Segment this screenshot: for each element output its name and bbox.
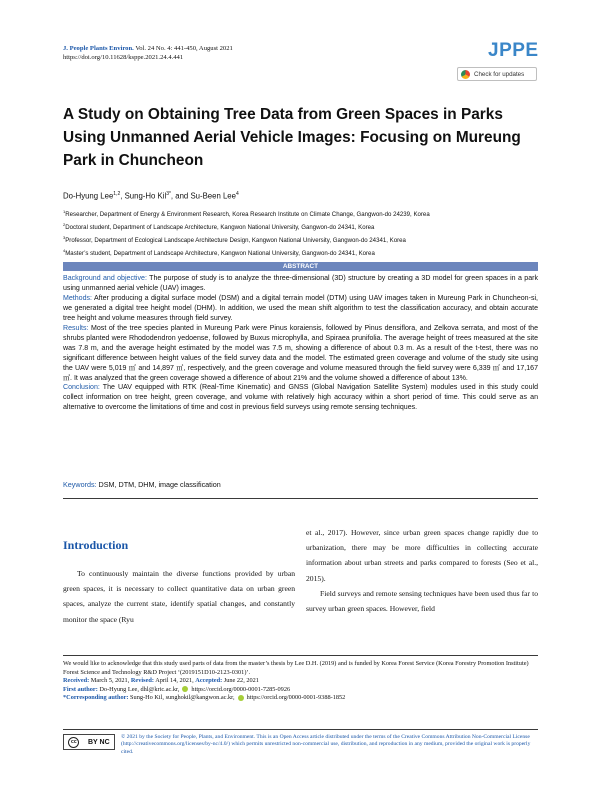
article-title: A Study on Obtaining Tree Data from Green Spaces in Parks Using Unmanned Aerial Vehicle Images: Focusing on Mureung Park in Chuncheon [63,106,521,169]
author-1-sup: 1,2 [113,191,121,197]
acknowledgement: We would like to acknowledge that this study used parts of data from the master’s thesis by Lee D.H. (2019) and is funded by Korea Forest Service (Korea Forestry Promotion Institute) Forest Science and Technology R&D Project ‘(2019151D10-2123-0301)’. [63,660,529,676]
journal-logo: JPPE [488,40,539,61]
intro-right-para-1: et al., 2017). However, since urban green spaces change rapidly due to urbanization, there may be more difficulties in collecting accurate information about urban streets and parks compared to forests (Seo et al., 2015). [306,528,538,583]
affiliations [63,207,430,259]
orcid-icon [182,686,188,692]
license-divider [63,729,538,730]
journal-citation-block [63,44,233,63]
abstract-heading: ABSTRACT [63,262,538,271]
footnotes [63,660,538,703]
check-updates-label: Check for updates [474,70,525,78]
abstract-results: Results: Most of the tree species planted in Mureung Park were Pinus koraiensis, followed by Pinus densiflora, and Zelkova serrata, and most of the shrubs planted were Rhododendron yedoense, followed by Buxus microphylla, and Spiraea prunifolia. The average height of trees measured at the site was 7.8 m, and the average height estimated by the model was 7.5 m, showing a difference of about 0.3 m. As a result of the t-test, there was no significant difference between height values of the field survey data and the model. The estimated green coverage and volume of the study site using the UAV were 5,019 ㎡ and 14,897 ㎥, respectively, and the green coverage and volume measured through the field survey were 6,339 ㎡ and 17,167 ㎥. It was analyzed that the green coverage showed a difference of about 21% and the volume showed a difference of about 13%. [63,324,538,382]
cc-icon: cc [68,737,79,748]
orcid-icon [238,695,244,701]
affiliation-4: $^4$Master’s student, Department of Landscape Architecture, Kangwon National University, Gangwon-do 24341, Korea [63,247,375,257]
license-block [63,734,538,756]
author-2-sup: 3* [166,191,171,197]
first-author-orcid-link[interactable]: https://orcid.org/0000-0001-7285-0926 [191,685,291,693]
affiliation-3: $^3$Professor, Department of Ecological Landscape Architecture Design, Kangwon National University, Gangwon-do 24341, Korea [63,234,406,244]
affiliation-2: $^2$Doctoral student, Department of Landscape Architecture, Kangwon National University, Gangwon-do 24341, Korea [63,221,375,231]
author-2: Sung-Ho Kil [124,191,167,201]
abstract-conclusion: Conclusion: The UAV equipped with RTK (Real-Time Kinematic) and GNSS (Global Navigation Satellite System) modules used in this study could collect information on tree height, green coverage, and volume with relatively high accuracy within a short period of time. This could serve as an alternative to overcome the limitations of time and cost in previous field surveys using remote sensing techniques. [63,384,538,412]
journal-name: J. People Plants Environ. [63,45,134,52]
abstract-divider [63,498,538,499]
intro-right-column [306,525,538,616]
introduction-heading: Introduction [63,538,129,552]
first-author: First author: Do-Hyung Lee, dhl@kric.ac.kr, https://orcid.org/0000-0001-7285-0926 [63,685,291,693]
author-1: Do-Hyung Lee [63,191,114,201]
intro-right-para-2: Field surveys and remote sensing techniques have been used thus far to survey urban green spaces. However, field [306,588,538,614]
license-text: © 2021 by the Society for People, Plants, and Environment. This is an Open Access article distributed under the terms of the Creative Commons Attribution Non-Commercial License (http://creativecommons.org/licenses/by-nc/4.0/) which permits unrestricted non-commercial use, distribution, and reproduction in any medium, provided the original work is properly cited. [121,734,531,755]
check-updates-icon [461,70,470,79]
keywords: Keywords: DSM, DTM, DHM, image classification [63,480,221,489]
footnote-divider [63,655,538,656]
abstract-background: Background and objective: The purpose of study is to analyze the three-dimensional (3D) structure by creating a 3D model for green spaces in a park using unmanned aerial vehicle (UAV) images. [63,275,538,292]
journal-volume: Vol. 24 No. 4: 441-450, August 2021 [135,45,233,52]
affiliation-1: $^1$Researcher, Department of Energy & Environment Research, Korea Research Institute on Climate Change, Gangwon-do 24239, Korea [63,209,430,219]
check-updates-button[interactable] [457,67,537,81]
corr-author-orcid-link[interactable]: https://orcid.org/0000-0001-9388-1852 [246,694,346,701]
author-3: Su-Been Lee [190,191,236,201]
author-list: Do-Hyung Lee$^{1,2}$, Sung-Ho Kil$^{3*}$, and Su-Been Lee$^4$ [63,191,239,201]
intro-left-column: To continuously maintain the diverse functions provided by urban green spaces, it is necessary to collect quantitative data on urban green spaces, analyze the current state, identify spatial changes, and constantly monitor the space (Ryu [63,569,295,624]
cc-badge-label: BY NC [88,738,110,746]
corresponding-author: *Corresponding author: Sung-Ho Kil, sunghokil@kangwon.ac.kr, https://orcid.org/0000-0001-9388-1852 [63,694,346,701]
doi-link[interactable]: https://doi.org/10.11628/ksppe.2021.24.4.441 [63,54,184,62]
abstract-body [63,274,538,413]
cc-license-badge[interactable] [63,734,115,750]
dates: Received: March 5, 2021, Revised: April 14, 2021, Accepted: June 22, 2021 [63,677,259,684]
author-3-sup: 4 [235,191,239,197]
abstract-methods: Methods: After producing a digital surface model (DSM) and a digital terrain model (DTM) using UAV images taken in Mureung Park in Chuncheon-si, we generated a digital tree height model (DHM). In addition, we used the mean shift algorithm to test the classification accuracy, and obtain accurate tree height and volume measures through field survey. [63,294,538,322]
